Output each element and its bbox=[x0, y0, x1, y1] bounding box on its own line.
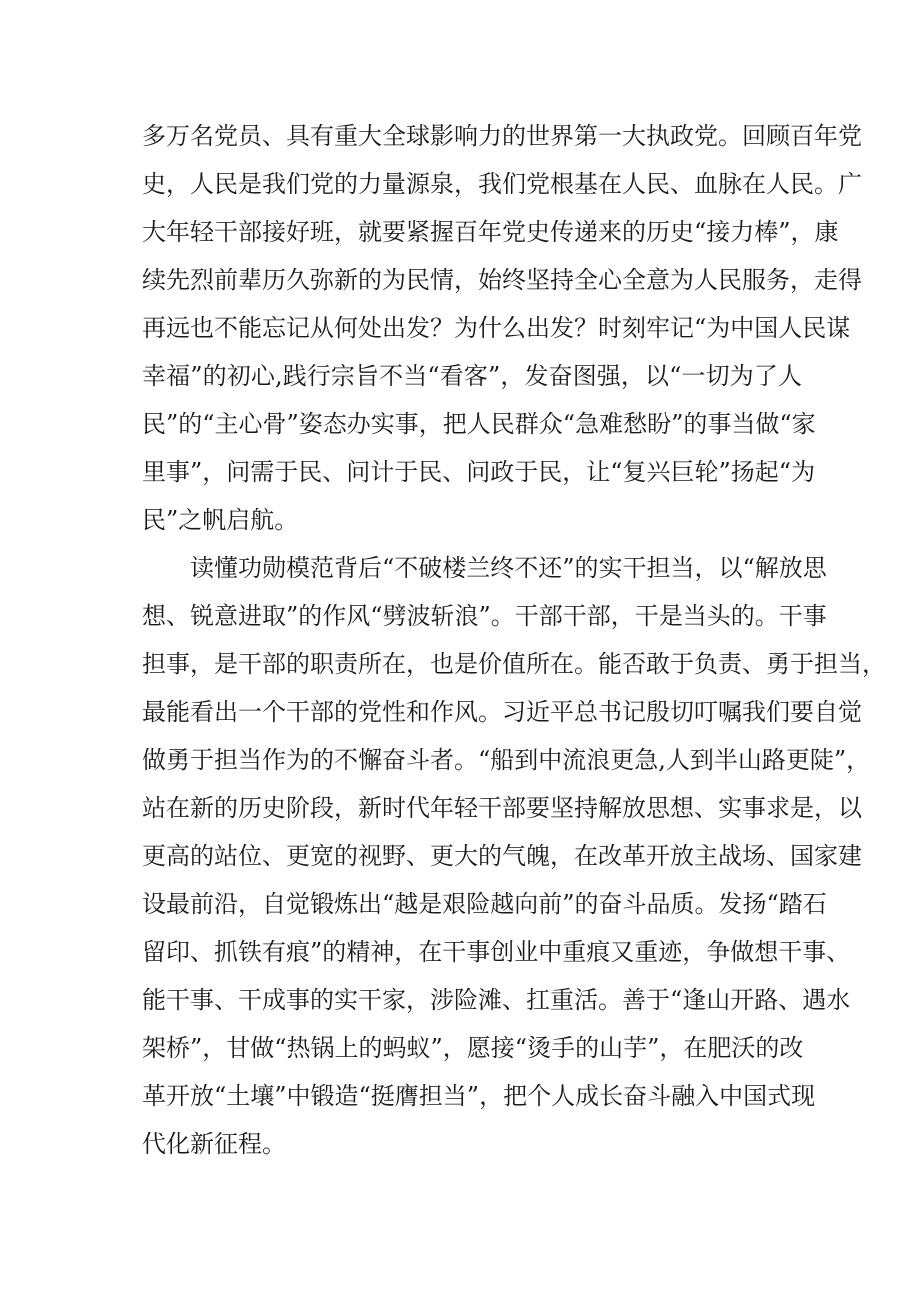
text-line: 更高的站位、更宽的视野、更大的气魄，在改革开放主战场、国家建 bbox=[142, 842, 862, 870]
text-line: 留印、抓铁有痕”的精神，在干事创业中重痕又重迹，争做想干事、 bbox=[142, 938, 851, 966]
text-line: 续先烈前辈历久弥新的为民情，始终坚持全心全意为人民服务，走得 bbox=[142, 266, 862, 294]
text-line: 代化新征程。 bbox=[142, 1130, 286, 1158]
text-line: 幸福”的初心,践行宗旨不当“看客”，发奋图强，以“一切为了人 bbox=[142, 362, 802, 390]
text-line: 史，人民是我们党的力量源泉，我们党根基在人民、血脉在人民。广 bbox=[142, 170, 862, 198]
text-line: 站在新的历史阶段，新时代年轻干部要坚持解放思想、实事求是，以 bbox=[142, 794, 862, 822]
text-line: 能干事、干成事的实干家，涉险滩、扛重活。善于“逢山开路、遇水 bbox=[142, 986, 851, 1014]
text-line: 民”的“主心骨”姿态办实事，把人民群众“急难愁盼”的事当做“家 bbox=[142, 410, 816, 438]
text-line: 再远也不能忘记从何处出发？为什么出发？时刻牢记“为中国人民谋 bbox=[142, 314, 851, 342]
text-line: 最能看出一个干部的党性和作风。习近平总书记殷切叮嘱我们要自觉 bbox=[142, 698, 862, 726]
text-line: 设最前沿，自觉锻炼出“越是艰险越向前”的奋斗品质。发扬“踏石 bbox=[142, 890, 827, 918]
text-line: 读懂功勋模范背后“不破楼兰终不还”的实干担当，以“解放思 bbox=[190, 554, 827, 582]
text-line: 担事，是干部的职责所在，也是价值所在。能否敢于负责、勇于担当， bbox=[142, 650, 886, 678]
text-line: 革开放“土壤”中锻造“挺膺担当”，把个人成长奋斗融入中国式现 bbox=[142, 1082, 816, 1110]
text-line: 里事”，问需于民、问计于民、问政于民，让“复兴巨轮”扬起“为 bbox=[142, 458, 816, 486]
text-line: 想、锐意进取”的作风“劈波斩浪”。干部干部，干是当头的。干事 bbox=[142, 602, 827, 630]
body-text bbox=[142, 112, 886, 1168]
text-line: 大年轻干部接好班，就要紧握百年党史传递来的历史“接力棒”，康 bbox=[142, 218, 839, 246]
text-line: 民”之帆启航。 bbox=[142, 506, 299, 534]
text-line: 多万名党员、具有重大全球影响力的世界第一大执政党。回顾百年党 bbox=[142, 122, 862, 150]
paragraph-1 bbox=[142, 112, 862, 544]
paragraph-2 bbox=[142, 544, 886, 1168]
text-line: 架桥”，甘做“热锅上的蚂蚁”，愿接“烫手的山芋”，在肥沃的改 bbox=[142, 1034, 804, 1062]
text-line: 做勇于担当作为的不懈奋斗者。“船到中流浪更急,人到半山路更陡”， bbox=[142, 746, 871, 774]
